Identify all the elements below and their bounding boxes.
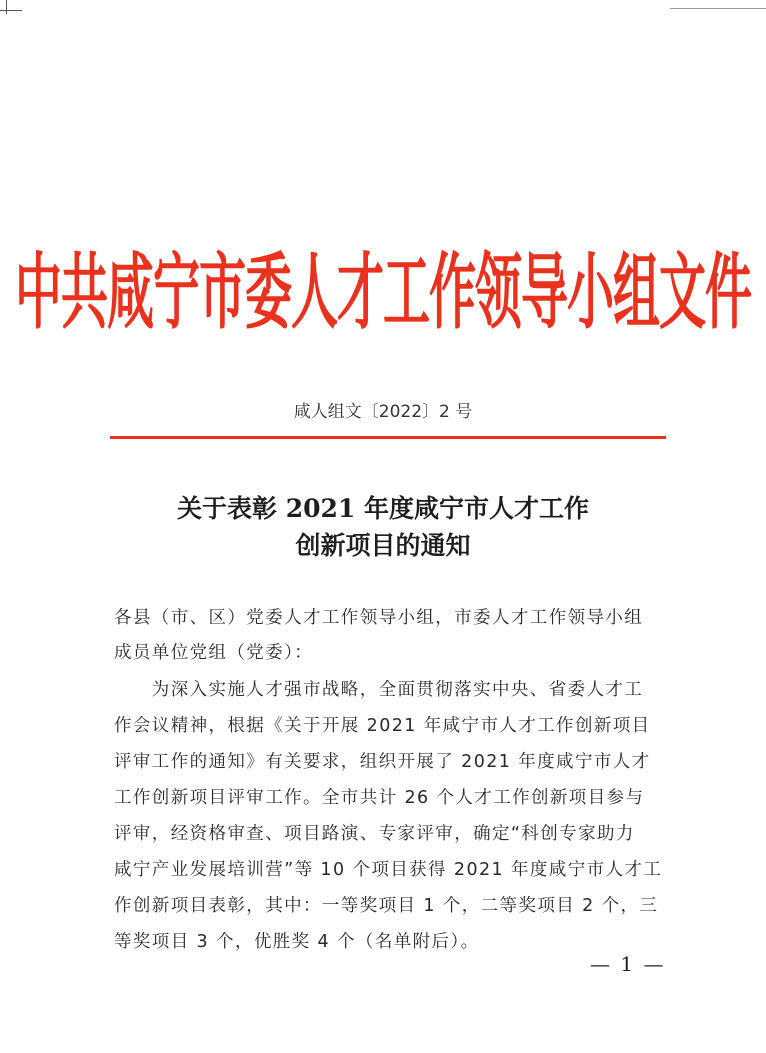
document-number: 咸人组文〔2022〕2 号 [293, 402, 473, 422]
body-line: 各县（市、区）党委人才工作领导小组，市委人才工作领导小组 [114, 608, 644, 628]
body-line: 等奖项目 3 个，优胜奖 4 个（名单附后）。 [114, 932, 480, 952]
body-line: 作创新项目表彰，其中：一等奖项目 1 个，二等奖项目 2 个，三 [114, 896, 659, 916]
crop-mark-vertical [6, 0, 7, 14]
document-title-line-2: 创新项目的通知 [295, 531, 471, 560]
crop-mark-top-right [670, 8, 766, 9]
crop-mark-horizontal [0, 10, 22, 11]
body-line: 成员单位党组（党委）： [114, 643, 314, 663]
body-line: 工作创新项目评审工作。全市共计 26 个人才工作创新项目参与 [114, 788, 645, 808]
page-number: — 1 — [590, 952, 666, 976]
document-masthead: 中共咸宁市委人才工作领导小组文件 [15, 245, 751, 342]
body-line: 评审，经资格审查、项目路演、专家评审，确定“科创专家助力 [114, 824, 635, 844]
body-line: 评审工作的通知》有关要求，组织开展了 2021 年度咸宁市人才 [114, 752, 651, 772]
red-separator-line [110, 436, 666, 439]
body-line: 作会议精神，根据《关于开展 2021 年咸宁市人才工作创新项目 [114, 716, 651, 736]
body-line: 为深入实施人才强市战略，全面贯彻落实中央、省委人才工 [114, 680, 644, 700]
body-line: 咸宁产业发展培训营”等 10 个项目获得 2021 年度咸宁市人才工 [114, 860, 663, 880]
document-title-line-1: 关于表彰 2021 年度咸宁市人才工作 [177, 494, 589, 523]
